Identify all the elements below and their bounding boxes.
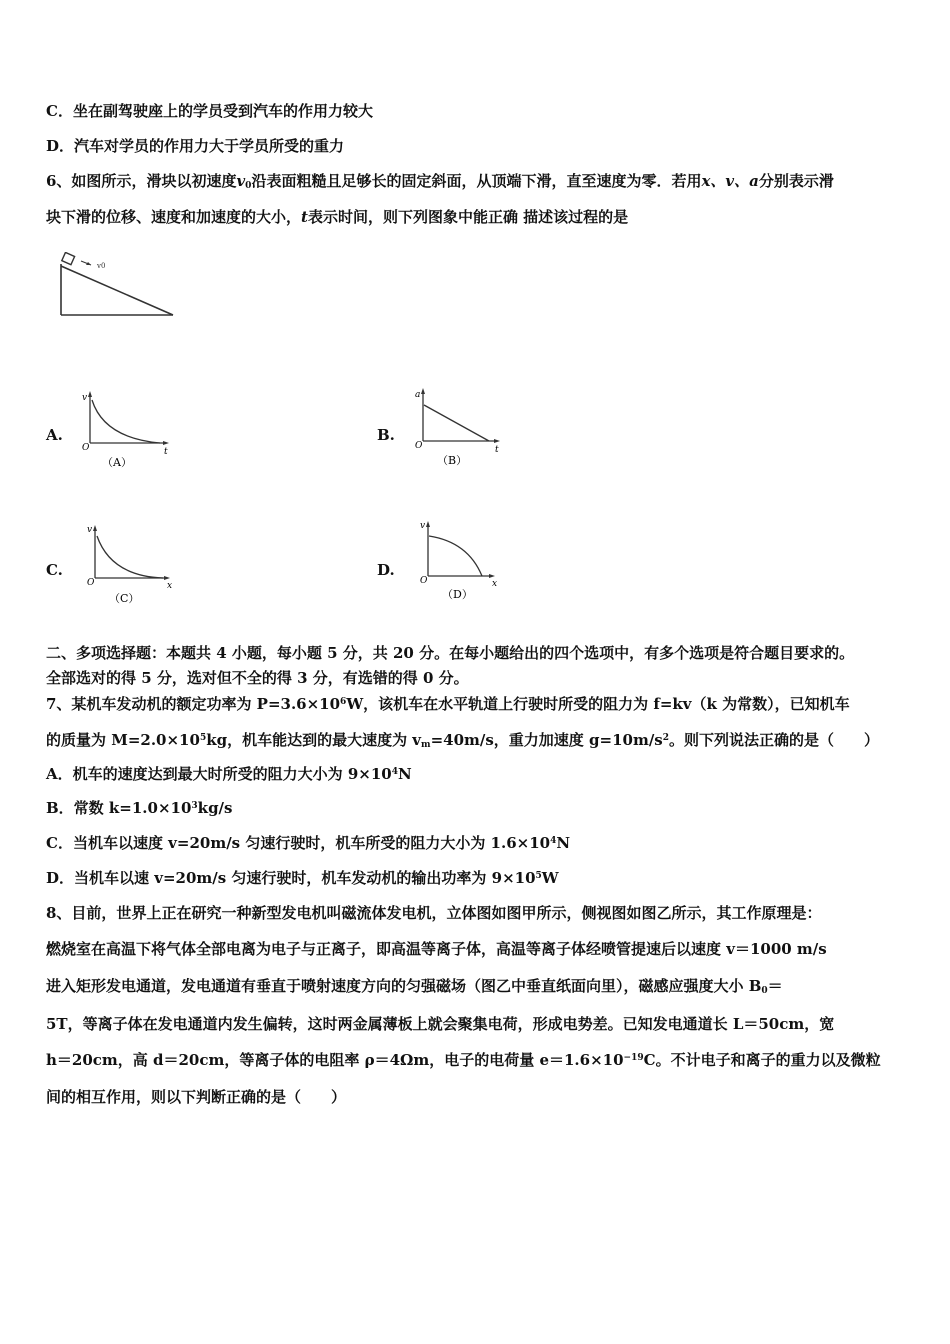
origin-d: O (420, 576, 428, 586)
graph-c[interactable] (85, 520, 185, 608)
q8-line5: h＝20cm，高 d＝20cm，等离子体的电阻率 ρ＝4Ωm，电子的电荷量 $e=1.6\times 10^{-19}C$。不计电子和离子的重力以及微粒 (46, 1051, 881, 1069)
q8-line4: 5T，等离子体在发电通道内发生偏转，这时两金属薄板上就会聚集电荷，形成电势差。已知发电通道长 L＝50cm，宽 (46, 1015, 835, 1033)
incline-figure (55, 252, 180, 322)
q8-line2: 燃烧室在高温下将气体全部电离为电子与正离子，即高温等离子体，高温等离子体经喷管提速后以速度 v＝1000 m/s (46, 940, 827, 958)
y-axis-label-d: v (420, 521, 426, 531)
q7-option-a[interactable]: A．机车的速度达到最大时所受的阻力大小为 $9\times 10^4N$ (46, 765, 412, 783)
q7-line2: 的质量为 $M=2.0\times 10^5kg$，机车能达到的最大速度为 $v_m=40m/s$，重力加速度 $g=10m/s^2$。则下列说法正确的是（ ） (46, 731, 880, 750)
origin-c: O (87, 578, 95, 588)
curve-c (97, 536, 163, 578)
caption-c: （C） (109, 592, 140, 605)
origin-b: O (415, 441, 423, 451)
q7-option-d[interactable]: D．当机车以速 v=20m/s 匀速行驶时，机车发动机的输出功率为 $9\times 10^5W$ (46, 869, 559, 887)
y-axis-label-a: v (82, 393, 88, 403)
y-axis-label-c: v (87, 525, 93, 535)
option-c-label[interactable]: C. (46, 561, 63, 579)
q7-option-c[interactable]: C．当机车以速度 v=20m/s 匀速行驶时，机车所受的阻力大小为 $1.6\times 10^4N$ (46, 834, 571, 852)
section2-intro-line1: 二、多项选择题：本题共 4 小题，每小题 5 分，共 20 分。在每小题给出的四个选项中，有多个选项是符合题目要求的。 (46, 644, 855, 662)
slider-block (62, 252, 75, 264)
q6-line2: 块下滑的位移、速度和加速度的大小，t表示时间，则下列图象中能正确 描述该过程的是 (46, 208, 629, 226)
caption-b: （B） (437, 454, 468, 467)
y-axis-label-b: a (415, 390, 421, 400)
q6-line1: 6、如图所示，滑块以初速度$v_0$沿表面粗糙且足够长的固定斜面，从顶端下滑，直至速度为零．若用x、v、a分别表示滑 (46, 172, 834, 191)
line-b (424, 405, 489, 441)
caption-d: （D） (442, 588, 473, 601)
graph-a[interactable] (80, 388, 180, 473)
q8-line3: 进入矩形发电通道，发电通道有垂直于喷射速度方向的匀强磁场（图乙中垂直纸面向里），磁感应强度大小 $B_0=$ (46, 977, 783, 996)
caption-a: （A） (102, 456, 132, 469)
q8-line6: 间的相互作用，则以下判断正确的是（ ） (46, 1088, 347, 1106)
section2-intro-line2: 全部选对的得 5 分，选对但不全的得 3 分，有选错的得 0 分。 (46, 669, 469, 687)
prev-option-d: D．汽车对学员的作用力大于学员所受的重力 (46, 137, 345, 155)
graph-d[interactable] (418, 516, 518, 604)
q7-option-b[interactable]: B．常数 $k=1.0\times 10^3kg/s$ (46, 799, 233, 817)
v0-label: v0 (97, 262, 106, 270)
q7-line1: 7、某机车发动机的额定功率为 $P=3.6\times 10^6W$，该机车在水平轨道上行驶时所受的阻力为 f=kv（k 为常数），已知机车 (46, 695, 850, 713)
option-a-label[interactable]: A. (46, 426, 63, 444)
x-axis-label-a: t (164, 447, 168, 457)
x-axis-label-c: x (167, 581, 173, 591)
option-b-label[interactable]: B. (377, 426, 395, 444)
origin-a: O (82, 443, 90, 453)
q8-line1: 8、目前，世界上正在研究一种新型发电机叫磁流体发电机，立体图如图甲所示，侧视图如图乙所示，其工作原理是： (46, 904, 822, 922)
curve-a (92, 400, 160, 443)
prev-option-c: C．坐在副驾驶座上的学员受到汽车的作用力较大 (46, 102, 373, 120)
option-d-label[interactable]: D. (377, 561, 395, 579)
x-axis-label-d: x (492, 579, 498, 589)
x-axis-label-b: t (495, 445, 499, 455)
curve-d (429, 536, 482, 576)
graph-b[interactable] (413, 385, 513, 470)
